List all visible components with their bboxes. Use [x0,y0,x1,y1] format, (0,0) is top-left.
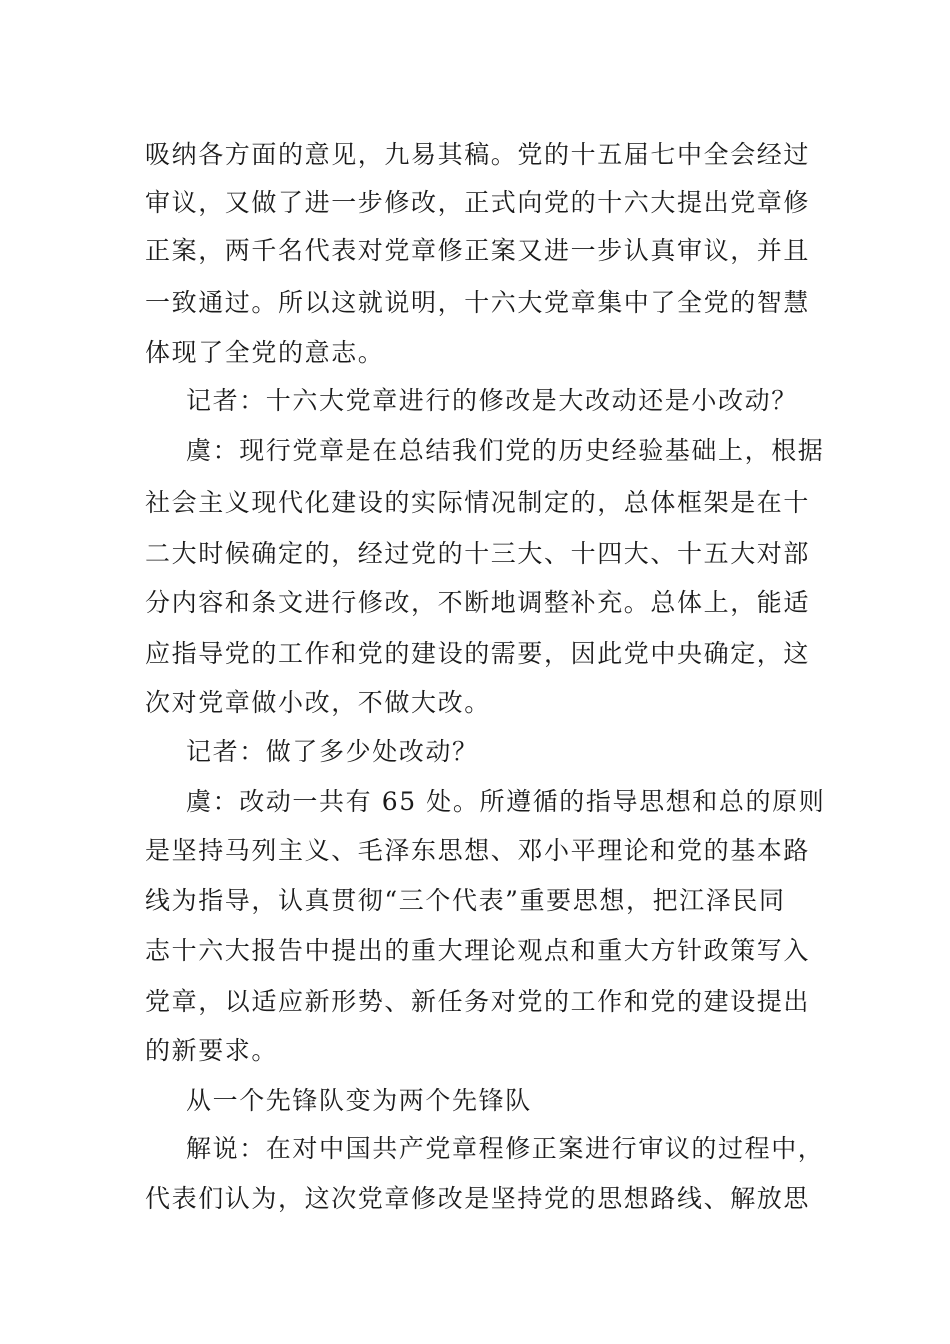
text-line: 代表们认为，这次党章修改是坚持党的思想路线、解放思 [145,1184,811,1213]
text-line: 志十六大报告中提出的重大理论观点和重大方针政策写入 [145,936,811,965]
text-line: 线为指导，认真贯彻“三个代表”重要思想，把江泽民同 [145,886,786,915]
interview-answer: 虞：改动一共有 65 处。所遵循的指导思想和总的原则 [186,787,826,816]
text-line: 次对党章做小改，不做大改。 [145,688,491,717]
commentary-paragraph: 解说：在对中国共产党章程修正案进行审议的过程中， [186,1134,825,1163]
text-line: 吸纳各方面的意见，九易其稿。党的十五届七中全会经过 [145,140,811,169]
text-line: 的新要求。 [145,1036,279,1065]
interview-answer: 虞：现行党章是在总结我们党的历史经验基础上，根据 [186,436,825,465]
text-line: 是坚持马列主义、毛泽东思想、邓小平理论和党的基本路 [145,836,811,865]
text-line: 应指导党的工作和党的建设的需要，因此党中央确定，这 [145,639,811,668]
text-line: 正案，两千名代表对党章修正案又进一步认真审议，并且 [145,236,811,265]
text-line: 审议，又做了进一步修改，正式向党的十六大提出党章修 [145,188,811,217]
text-line: 分内容和条文进行修改，不断地调整补充。总体上，能适 [145,588,811,617]
text-line: 二大时候确定的，经过党的十三大、十四大、十五大对部 [145,539,811,568]
text-line: 社会主义现代化建设的实际情况制定的，总体框架是在十 [145,488,811,517]
section-heading: 从一个先锋队变为两个先锋队 [186,1086,532,1115]
text-line: 党章，以适应新形势、新任务对党的工作和党的建设提出 [145,987,811,1016]
text-line: 体现了全党的意志。 [145,338,385,367]
text-line: 一致通过。所以这就说明，十六大党章集中了全党的智慧 [145,288,811,317]
interview-question: 记者：十六大党章进行的修改是大改动还是小改动？ [186,386,798,415]
interview-question: 记者：做了多少处改动？ [186,737,479,766]
